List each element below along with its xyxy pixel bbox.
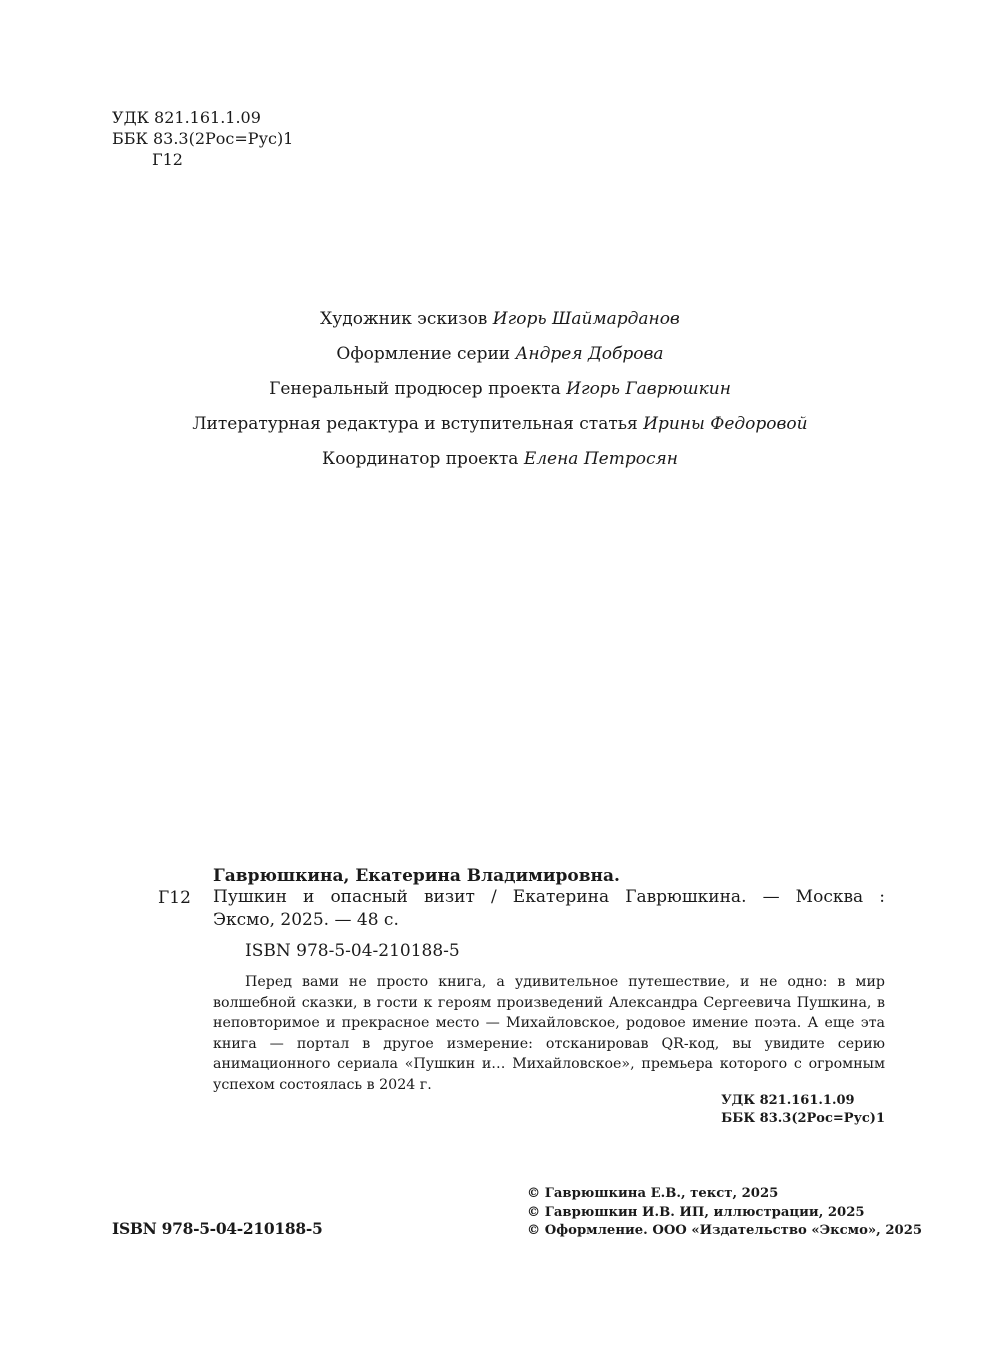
catalog-author-mark: Г12 [158,888,191,908]
credit-name: Андрея Доброва [515,344,664,364]
footer-isbn: ISBN 978-5-04-210188-5 [112,1219,323,1238]
header-classification-codes [112,107,293,170]
biblio-line: Пушкин и опасный визит / Екатерина Гаврюшкина. — Москва : [213,887,885,907]
udk-code: УДК 821.161.1.09 [112,108,261,127]
catalog-isbn: ISBN 978-5-04-210188-5 [245,941,460,961]
copyright-line: © Оформление. ООО «Издательство «Эксмо», 2025 [527,1223,923,1238]
bbk-code: ББК 83.3(2Рос=Рус)1 [112,129,294,148]
credit-line [0,306,1000,341]
bbk-code: ББК 83.3(2Рос=Рус)1 [721,1111,885,1126]
copyright-line: © Гаврюшкина Е.В., текст, 2025 [527,1186,779,1201]
credit-name: Елена Петросян [523,449,678,469]
annotation-text: Перед вами не просто книга, а удивительное путешествие, и не одно: в мир волшебной сказки, в гости к героям произведений Александра Сергеевича Пушкина, в неповторимое и прекрасное место — Михайловское, родовое имение поэта. А еще эта книга — портал в другое измерение: отсканировав QR-код, вы увидите серию анимационного сериала «Пушкин и… Михайловское», премьера которого с огромным успехом состоялась в 2024 г. [213,974,885,1093]
credit-role: Оформление серии [336,344,516,364]
credit-role: Литературная редактура и вступительная статья [192,414,644,434]
credit-line [0,376,1000,411]
credit-line [0,411,1000,446]
copyright-line: © Гаврюшкин И.В. ИП, иллюстрации, 2025 [527,1204,865,1220]
catalog-author: Гаврюшкина, Екатерина Владимировна. [213,866,620,886]
author-mark: Г12 [152,150,183,169]
credit-role: Художник эскизов [320,309,493,329]
catalog-classification-codes [721,1092,885,1128]
biblio-line: Эксмо, 2025. — 48 с. [213,910,399,930]
credit-name: Игорь Шаймарданов [492,309,680,329]
credit-role: Координатор проекта [322,449,524,469]
credits-block [0,306,1000,481]
credit-line [0,341,1000,376]
credit-line [0,446,1000,481]
credit-name: Ирины Федоровой [643,414,808,434]
bibliographic-description [213,886,885,932]
credit-name: Игорь Гаврюшкин [566,379,731,399]
credit-role: Генеральный продюсер проекта [269,379,567,399]
udk-code: УДК 821.161.1.09 [721,1093,855,1108]
copyright-block [527,1185,922,1241]
